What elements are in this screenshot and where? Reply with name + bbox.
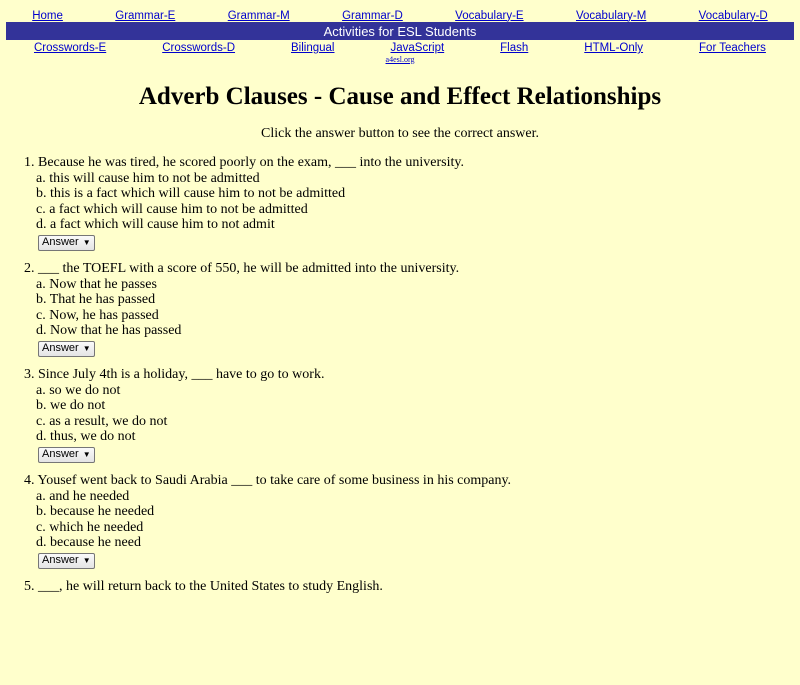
- answer-option: b. we do not: [36, 398, 106, 414]
- nav-link-crosswords-d[interactable]: Crosswords-D: [162, 42, 236, 54]
- question-list: [24, 155, 784, 685]
- nav-link-flash[interactable]: Flash: [500, 42, 529, 54]
- nav-link-crosswords-e[interactable]: Crosswords-E: [33, 42, 107, 54]
- question-1: [24, 155, 784, 261]
- answer-dropdown[interactable]: [38, 235, 95, 251]
- question-text: 4. Yousef went back to Saudi Arabia ___ to take care of some business in his company.: [24, 473, 512, 488]
- answer-control: [24, 233, 784, 251]
- nav-link-grammar-d[interactable]: Grammar-D: [342, 9, 403, 22]
- nav-link-for-teachers[interactable]: For Teachers: [699, 42, 766, 54]
- site-banner: [6, 22, 794, 40]
- answer-option: a. this will cause him to not be admitted: [36, 170, 260, 186]
- question-text: 5. ___, he will return back to the United States to study English.: [24, 579, 383, 594]
- top-nav: [6, 8, 794, 23]
- answer-option: b. That he has passed: [36, 292, 156, 308]
- answer-label: Answer: [42, 341, 79, 354]
- answer-option: d. because he need: [36, 535, 141, 551]
- nav-link-vocabulary-m[interactable]: Vocabulary-M: [575, 9, 647, 22]
- answer-option: a. and he needed: [36, 488, 130, 504]
- question-text: 2. ___ the TOEFL with a score of 550, he will be admitted into the university.: [24, 261, 460, 276]
- nav-link-vocabulary-e[interactable]: Vocabulary-E: [455, 9, 524, 22]
- nav-link-vocabulary-d[interactable]: Vocabulary-D: [698, 9, 768, 22]
- answer-option: b. this is a fact which will cause him to not be admitted: [36, 186, 346, 202]
- question-text: 1. Because he was tired, he scored poorly on the exam, ___ into the university.: [24, 155, 464, 170]
- answer-dropdown[interactable]: [38, 447, 95, 463]
- dropdown-arrow-icon: ▼: [82, 555, 91, 565]
- question-text: 3. Since July 4th is a holiday, ___ have to go to work.: [24, 367, 325, 382]
- bottom-nav: [6, 41, 794, 55]
- question-3: [24, 367, 784, 473]
- answer-control: [24, 339, 784, 357]
- answer-label: Answer: [42, 447, 79, 460]
- dropdown-arrow-icon: ▼: [82, 237, 91, 247]
- answer-option: c. a fact which will cause him to not be admitted: [36, 201, 308, 217]
- nav-link-grammar-e[interactable]: Grammar-E: [115, 9, 176, 22]
- nav-link-javascript[interactable]: JavaScript: [390, 42, 445, 54]
- answer-dropdown[interactable]: [38, 553, 95, 569]
- answer-option: d. thus, we do not: [36, 429, 136, 445]
- nav-link-bilingual[interactable]: Bilingual: [291, 42, 335, 54]
- answer-dropdown[interactable]: [38, 341, 95, 357]
- instructions: Click the answer button to see the correct answer.: [261, 126, 539, 141]
- answer-option: d. a fact which will cause him to not admit: [36, 217, 275, 233]
- nav-link-html-only[interactable]: HTML-Only: [584, 42, 644, 54]
- answer-label: Answer: [42, 235, 79, 248]
- subsite-line: [0, 55, 800, 64]
- banner-text: Activities for ESL Students: [323, 23, 477, 39]
- answer-option: a. Now that he passes: [36, 276, 157, 292]
- answer-option: c. Now, he has passed: [36, 307, 159, 323]
- answer-option: b. because he needed: [36, 504, 155, 520]
- nav-link-home[interactable]: Home: [32, 9, 63, 22]
- nav-link-grammar-m[interactable]: Grammar-M: [227, 9, 290, 22]
- answer-option: a. so we do not: [36, 382, 121, 398]
- subsite-link[interactable]: a4esl.org: [385, 55, 415, 64]
- answer-label: Answer: [42, 553, 79, 566]
- question-2: [24, 261, 784, 367]
- question-5: [24, 579, 784, 685]
- dropdown-arrow-icon: ▼: [82, 449, 91, 459]
- answer-control: [24, 445, 784, 463]
- page-title: Adverb Clauses - Cause and Effect Relationships: [138, 83, 662, 110]
- answer-control: [24, 551, 784, 569]
- answer-option: c. which he needed: [36, 519, 144, 535]
- answer-option: d. Now that he has passed: [36, 323, 182, 339]
- dropdown-arrow-icon: ▼: [82, 343, 91, 353]
- answer-option: c. as a result, we do not: [36, 413, 168, 429]
- question-4: [24, 473, 784, 579]
